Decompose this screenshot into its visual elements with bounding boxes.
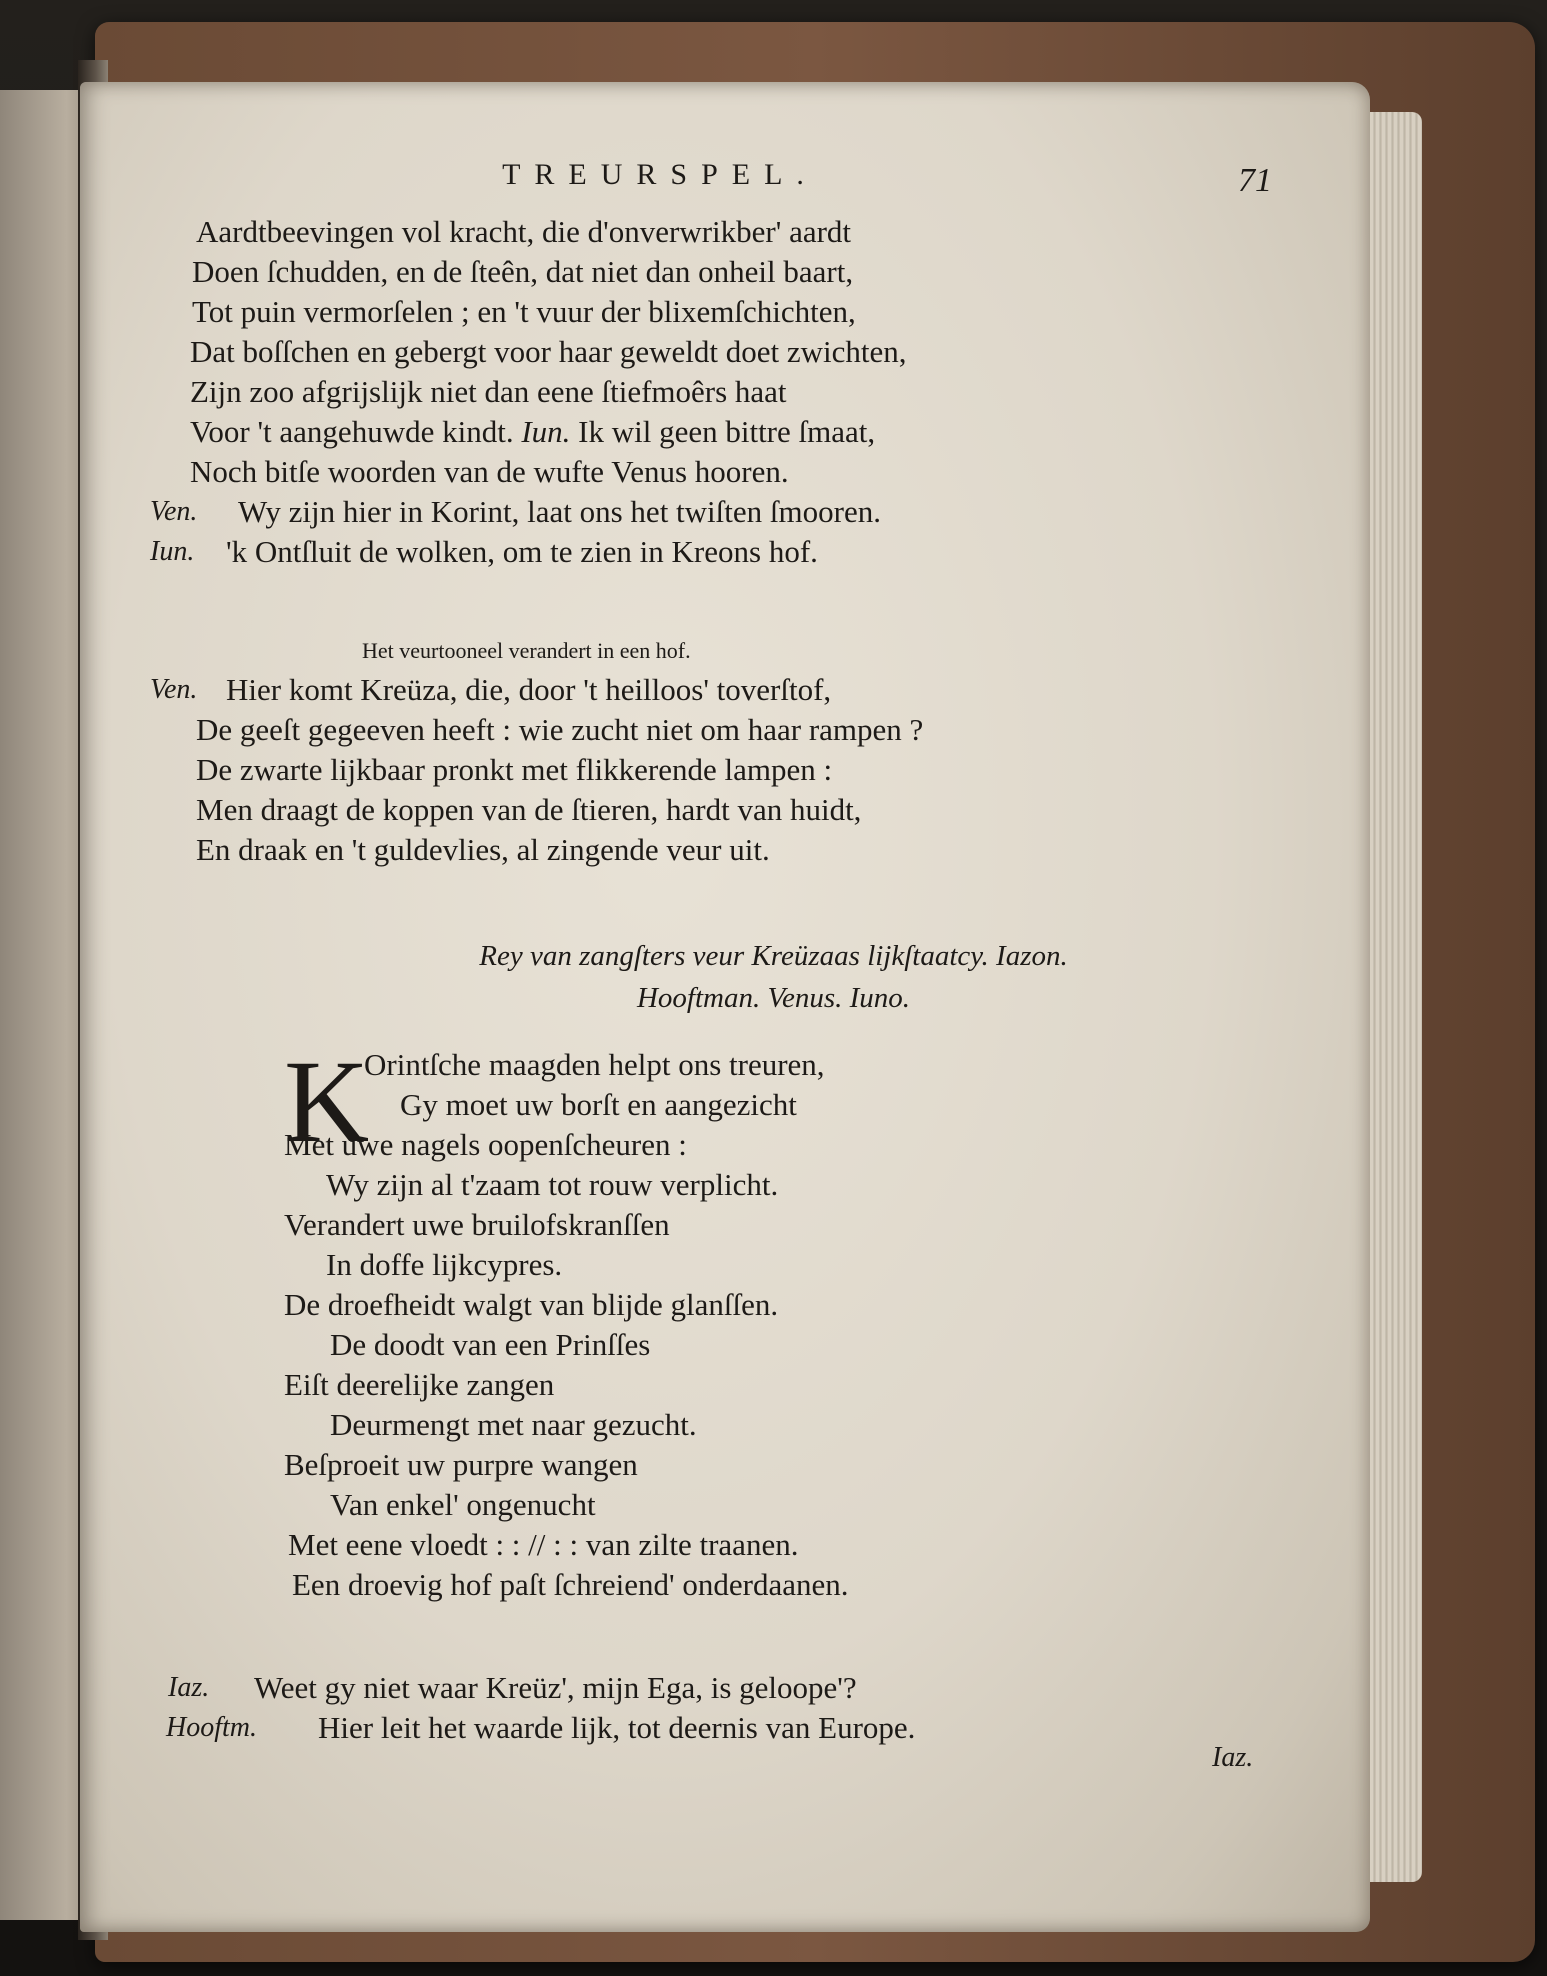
speaker-label: Iun. bbox=[150, 536, 195, 567]
chorus-text: De droefheidt walgt van blijde glanſſen. bbox=[284, 1287, 779, 1322]
verse-block-a bbox=[0, 212, 1547, 572]
verse-text: Tot puin vermorſelen ; en 't vuur der blixemſchichten, bbox=[192, 294, 856, 329]
drop-cap: K bbox=[284, 1036, 370, 1167]
verse-text: En draak en 't guldevlies, al zingende veur uit. bbox=[196, 832, 770, 867]
speaker-label: Iun. bbox=[521, 414, 571, 449]
verse-text: Hier komt Kreüza, die, door 't heilloos' toverſtof, bbox=[226, 672, 832, 707]
verse-text: 'k Ontſluit de wolken, om te zien in Kreons hof. bbox=[226, 534, 818, 569]
verse-block-c bbox=[0, 1668, 1547, 1748]
chorus-line bbox=[0, 1325, 1547, 1365]
chorus-heading-line1: Rey van zangſters veur Kreüzaas lijkſtaatcy. Iazon. bbox=[479, 940, 1068, 972]
verse-line bbox=[0, 670, 1547, 710]
verse-line bbox=[0, 372, 1547, 412]
verse-line bbox=[0, 532, 1547, 572]
chorus-line bbox=[0, 1485, 1547, 1525]
chorus-line bbox=[0, 1565, 1547, 1605]
verse-text: Hier leit het waarde lijk, tot deernis van Europe. bbox=[318, 1710, 916, 1745]
chorus-block bbox=[0, 1036, 1547, 1605]
verse-line bbox=[0, 492, 1547, 532]
verse-line bbox=[0, 710, 1547, 750]
chorus-text: Een droevig hof paſt ſchreiend' onderdaanen. bbox=[292, 1567, 849, 1602]
speaker-label: Iaz. bbox=[168, 1672, 210, 1703]
catchword: Iaz. bbox=[1212, 1742, 1254, 1773]
verse-text: Wy zijn hier in Korint, laat ons het twiſten ſmooren. bbox=[238, 494, 881, 529]
page-header bbox=[0, 158, 1547, 198]
chorus-line bbox=[0, 1205, 1547, 1245]
speaker-label: Ven. bbox=[150, 674, 198, 705]
verse-line bbox=[0, 212, 1547, 252]
verse-line bbox=[0, 830, 1547, 870]
verse-text: Aardtbeevingen vol kracht, die d'onverwrikber' aardt bbox=[196, 214, 852, 249]
chorus-text: Van enkel' ongenucht bbox=[330, 1487, 596, 1522]
chorus-line bbox=[0, 1045, 1547, 1085]
chorus-text: Orintſche maagden helpt ons treuren, bbox=[364, 1047, 825, 1082]
chorus-text: Met eene vloedt : : // : : van zilte traanen. bbox=[288, 1527, 799, 1562]
chorus-text: De doodt van een Prinſſes bbox=[330, 1327, 651, 1362]
verse-text: Ik wil geen bittre ſmaat, bbox=[578, 414, 876, 449]
chorus-text: Gy moet uw borſt en aangezicht bbox=[400, 1087, 797, 1122]
speaker-label: Ven. bbox=[150, 496, 198, 527]
verse-text: De geeſt gegeeven heeft : wie zucht niet om haar rampen ? bbox=[196, 712, 924, 747]
chorus-text: In doffe lijkcypres. bbox=[326, 1247, 563, 1282]
chorus-line bbox=[0, 1525, 1547, 1565]
verse-text: Noch bitſe woorden van de wufte Venus hooren. bbox=[190, 454, 789, 489]
chorus-line bbox=[0, 1125, 1547, 1165]
chorus-text: Eiſt deerelijke zangen bbox=[284, 1367, 555, 1402]
verse-text: Voor 't aangehuwde kindt. bbox=[190, 414, 514, 449]
chorus-line bbox=[0, 1365, 1547, 1405]
verse-line bbox=[0, 332, 1547, 372]
verse-line bbox=[0, 750, 1547, 790]
page-number: 71 bbox=[1238, 162, 1272, 199]
chorus-line bbox=[0, 1165, 1547, 1205]
running-head: TREURSPEL. bbox=[502, 158, 818, 191]
chorus-line bbox=[0, 1245, 1547, 1285]
chorus-line bbox=[0, 1285, 1547, 1325]
chorus-text: Deurmengt met naar gezucht. bbox=[330, 1407, 697, 1442]
chorus-text: Beſproeit uw purpre wangen bbox=[284, 1447, 638, 1482]
chorus-text: Met uwe nagels oopenſcheuren : bbox=[284, 1127, 687, 1162]
chorus-heading-line2: Hooftman. Venus. Iuno. bbox=[636, 982, 911, 1014]
verse-line bbox=[0, 1708, 1547, 1748]
verse-text: Dat boſſchen en gebergt voor haar geweldt doet zwichten, bbox=[190, 334, 907, 369]
speaker-label: Hooftm. bbox=[166, 1712, 257, 1743]
verse-line bbox=[0, 252, 1547, 292]
verse-line bbox=[0, 452, 1547, 492]
verse-line bbox=[0, 790, 1547, 830]
verse-line bbox=[0, 292, 1547, 332]
chorus-text: Wy zijn al t'zaam tot rouw verplicht. bbox=[326, 1167, 779, 1202]
verse-block-b bbox=[0, 670, 1547, 870]
chorus-line bbox=[0, 1445, 1547, 1485]
chorus-line bbox=[0, 1085, 1547, 1125]
verse-text: Men draagt de koppen van de ſtieren, hardt van huidt, bbox=[196, 792, 862, 827]
verse-text-mixed bbox=[190, 412, 875, 452]
verse-text: De zwarte lijkbaar pronkt met flikkerende lampen : bbox=[196, 752, 833, 787]
chorus-text: Verandert uwe bruilofskranſſen bbox=[284, 1207, 670, 1242]
verse-text: Weet gy niet waar Kreüz', mijn Ega, is geloope'? bbox=[254, 1670, 857, 1705]
chorus-line bbox=[0, 1405, 1547, 1445]
verse-text: Doen ſchudden, en de ſteên, dat niet dan onheil baart, bbox=[192, 254, 854, 289]
verse-line bbox=[0, 1668, 1547, 1708]
verse-text: Zijn zoo afgrijslijk niet dan eene ſtiefmoêrs haat bbox=[190, 374, 787, 409]
verse-line bbox=[0, 412, 1547, 452]
stage-direction: Het veurtooneel verandert in een hof. bbox=[362, 638, 691, 663]
